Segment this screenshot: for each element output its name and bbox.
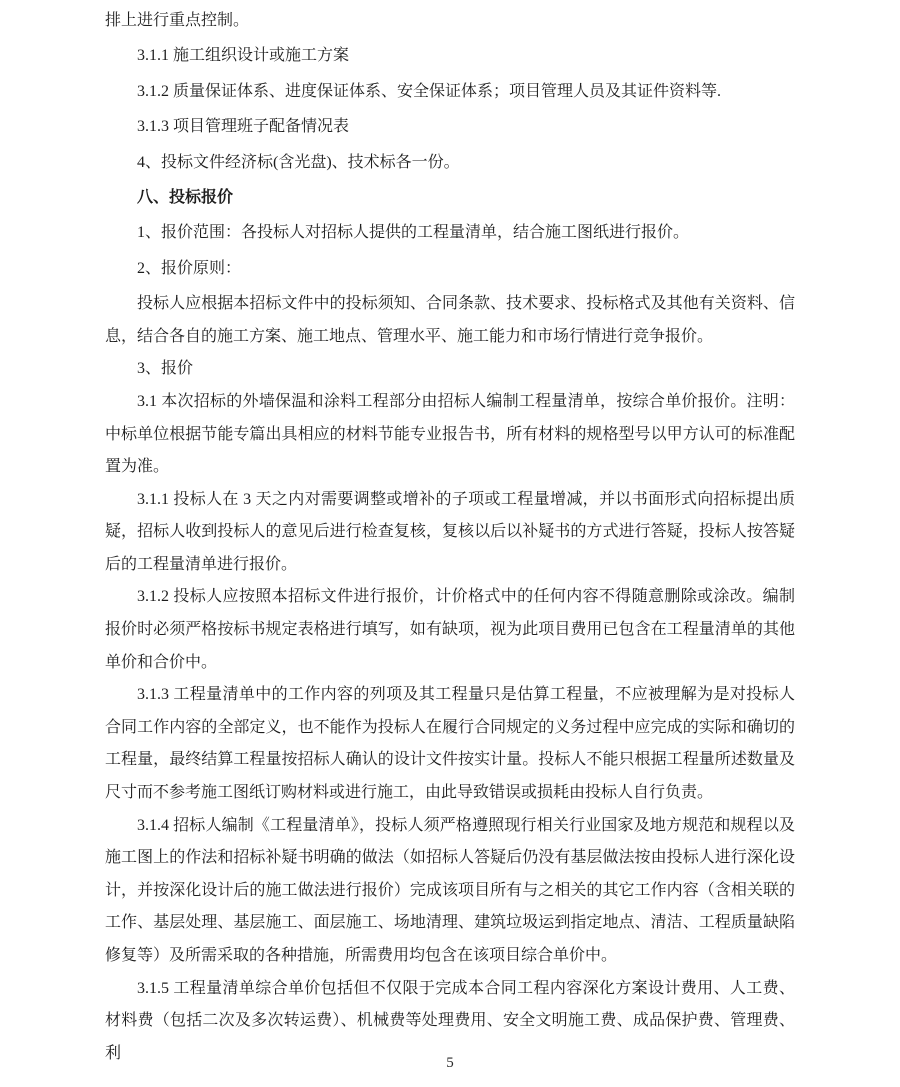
document-body bbox=[105, 5, 795, 1070]
para-3-1-5: 3.1.5 工程量清单综合单价包括但不仅限于完成本合同工程内容深化方案设计费用、人工费、材料费（包括二次及多次转运费）、机械费等处理费用、安全文明施工费、成品保护费、管理费、利 bbox=[105, 979, 795, 1062]
page-number: 5 bbox=[446, 1055, 454, 1071]
item-3-price: 3、报价 bbox=[137, 360, 194, 378]
list-item-3-1-1: 3.1.1 施工组织设计或施工方案 bbox=[137, 47, 350, 65]
para-3-1-2: 3.1.2 投标人应按照本招标文件进行报价，计价格式中的任何内容不得随意删除或涂改。编制报价时必须严格按标书规定表格进行填写，如有缺项，视为此项目费用已包含在工程量清单的其他单价和合价中。 bbox=[105, 588, 795, 671]
para-3-1-3: 3.1.3 工程量清单中的工作内容的列项及其工程量只是估算工程量，不应被理解为是对投标人合同工作内容的全部定义，也不能作为投标人在履行合同规定的义务过程中应完成的实际和确切的工程量，最终结算工程量按招标人确认的设计文件按实计量。投标人不能只根据工程量所述数量及尺寸而不参考施工图纸订购材料或进行施工，由此导致错误或损耗由投标人自行负责。 bbox=[105, 686, 795, 802]
list-item-3-1-2: 3.1.2 质量保证体系、进度保证体系、安全保证体系；项目管理人员及其证件资料等. bbox=[137, 82, 722, 100]
section-heading-bid-price: 八、投标报价 bbox=[137, 188, 234, 206]
item-1-price-scope: 1、报价范围：各投标人对招标人提供的工程量清单，结合施工图纸进行报价。 bbox=[137, 224, 690, 242]
para-price-principle-body: 投标人应根据本招标文件中的投标须知、合同条款、技术要求、投标格式及其他有关资料、信息，结合各自的施工方案、施工地点、管理水平、施工能力和市场行情进行竞争报价。 bbox=[105, 295, 795, 345]
list-item-4: 4、投标文件经济标(含光盘)、技术标各一份。 bbox=[137, 153, 460, 171]
list-item-3-1-3: 3.1.3 项目管理班子配备情况表 bbox=[137, 118, 350, 136]
para-3-1-4: 3.1.4 招标人编制《工程量清单》，投标人须严格遵照现行相关行业国家及地方规范和规程以及施工图上的作法和招标补疑书明确的做法（如招标人答疑后仍没有基层做法按由投标人进行深化设计，并按深化设计后的施工做法进行报价）完成该项目所有与之相关的其它工作内容（含相关联的工作、基层处理、基层施工、面层施工、场地清理、建筑垃圾运到指定地点、清洁、工程质量缺陷修复等）及所需采取的各种措施，所需费用均包含在该项目综合单价中。 bbox=[105, 816, 795, 964]
para-continuation-top: 排上进行重点控制。 bbox=[105, 12, 250, 29]
para-3-1: 3.1 本次招标的外墙保温和涂料工程部分由招标人编制工程量清单，按综合单价报价。注明：中标单位根据节能专篇出具相应的材料节能专业报告书，所有材料的规格型号以甲方认可的标准配置为准。 bbox=[105, 392, 795, 476]
para-3-1-1: 3.1.1 投标人在 3 天之内对需要调整或增补的子项或工程量增减，并以书面形式向招标提出质疑，招标人收到投标人的意见后进行检查复核，复核以后以补疑书的方式进行答疑，投标人按答疑后的工程量清单进行报价。 bbox=[105, 490, 795, 573]
item-2-price-principle: 2、报价原则： bbox=[137, 259, 242, 277]
